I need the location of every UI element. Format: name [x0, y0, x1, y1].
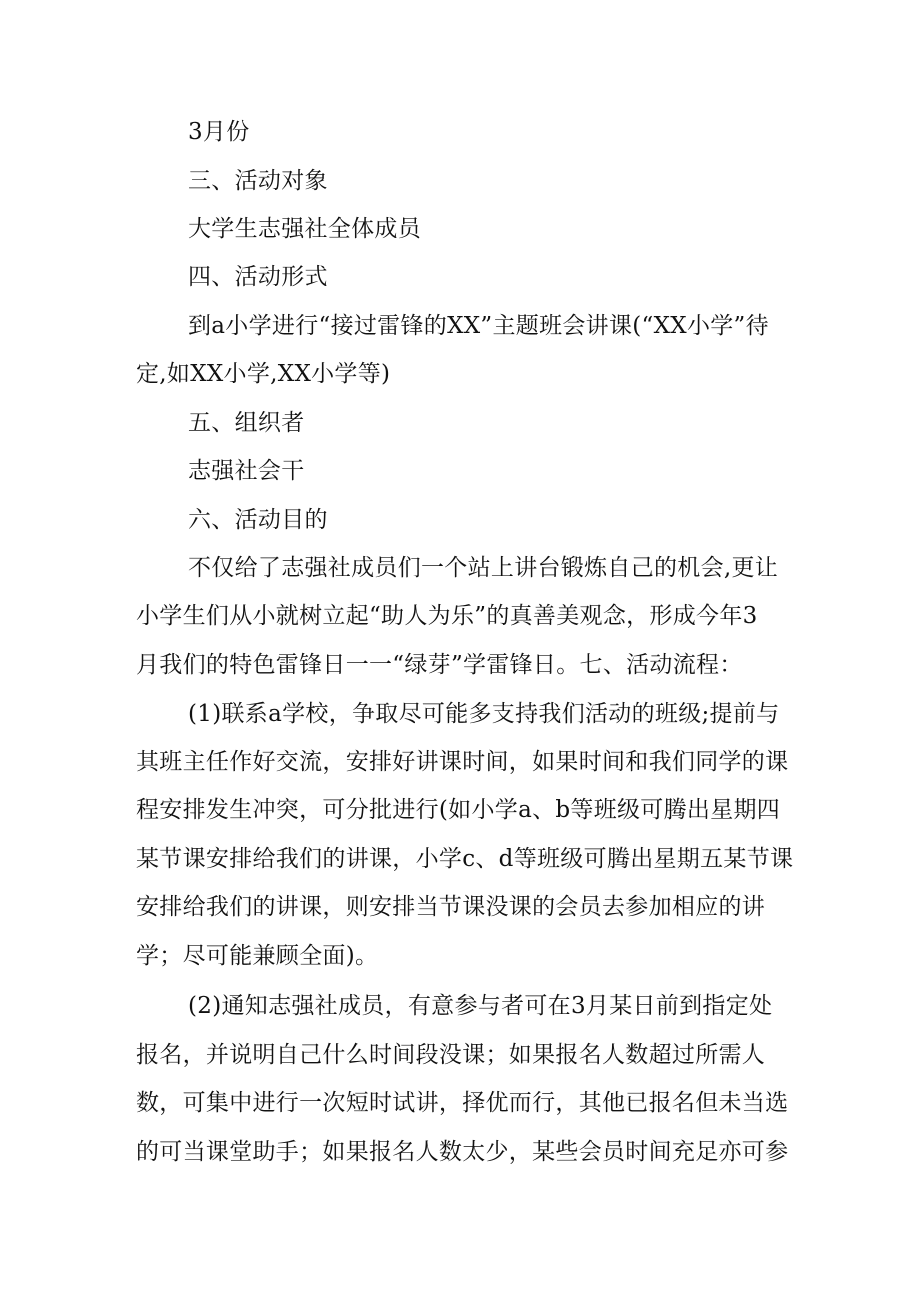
heading-activity-form: 四、活动形式 — [188, 264, 328, 290]
text-line-form-1: 到a小学进行“接过雷锋的XX”主题班会讲课(“XX小学”待 — [188, 313, 769, 339]
text-line-step1-3: 程安排发生冲突，可分批进行(如小学a、b等班级可腾出星期四 — [136, 797, 781, 823]
text-line-month: 3月份 — [188, 119, 250, 145]
text-line-step2-3: 数，可集中进行一次短时试讲，择优而行，其他已报名但未当选 — [136, 1090, 789, 1116]
text-line-purpose-1: 不仅给了志强社成员们一个站上讲台锻炼自己的机会,更让 — [188, 555, 779, 581]
text-line-step2-2: 报名，并说明自己什么时间段没课；如果报名人数超过所需人 — [136, 1042, 766, 1068]
text-line-step1-4: 某节课安排给我们的讲课，小学c、d等班级可腾出星期五某节课 — [136, 846, 794, 872]
text-line-step2-1: (2)通知志强社成员，有意参与者可在3月某日前到指定处 — [188, 993, 773, 1019]
text-line-step1-1: (1)联系a学校，争取尽可能多支持我们活动的班级;提前与 — [188, 701, 780, 727]
text-line-step1-5: 安排给我们的讲课，则安排当节课没课的会员去参加相应的讲 — [136, 894, 766, 920]
text-line-organizer: 志强社会干 — [188, 458, 305, 484]
heading-organizer: 五、组织者 — [188, 410, 305, 436]
text-line-step1-2: 其班主任作好交流，安排好讲课时间，如果时间和我们同学的课 — [136, 749, 789, 775]
text-line-target-members: 大学生志强社全体成员 — [188, 216, 421, 242]
text-line-step2-4: 的可当课堂助手；如果报名人数太少，某些会员时间充足亦可参 — [136, 1139, 789, 1165]
text-line-form-2: 定,如XX小学,XX小学等) — [136, 361, 391, 387]
heading-activity-target: 三、活动对象 — [188, 168, 328, 194]
text-line-purpose-3: 月我们的特色雷锋日一一“绿芽”学雷锋日。七、活动流程： — [136, 652, 743, 678]
text-line-step1-6: 学；尽可能兼顾全面)。 — [136, 943, 379, 969]
text-line-purpose-2: 小学生们从小就树立起“助人为乐”的真善美观念，形成今年3 — [136, 603, 758, 629]
heading-activity-purpose: 六、活动目的 — [188, 507, 328, 533]
